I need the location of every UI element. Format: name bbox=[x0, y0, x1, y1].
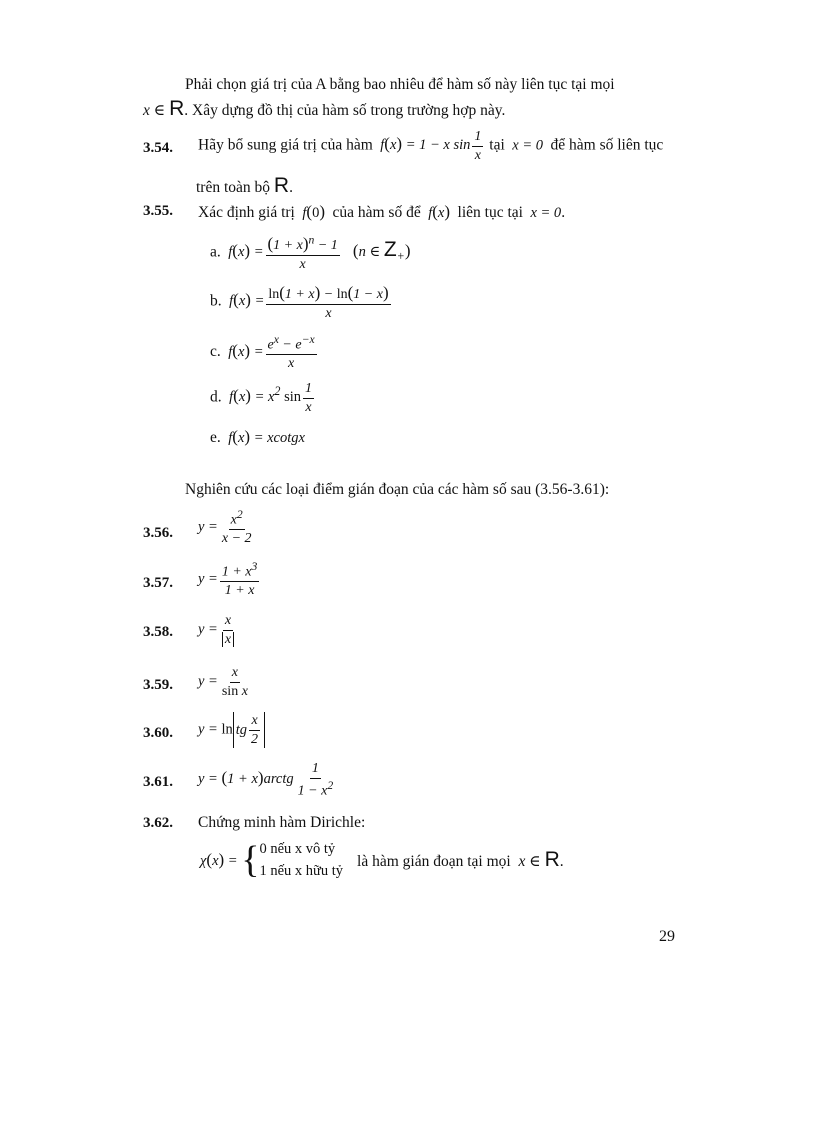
problem-3-55-line: Xác định giá trị f(0) của hàm số để f(x) liên tục tại x = 0. bbox=[198, 202, 566, 221]
problem-number-3-55: 3.55. bbox=[143, 203, 173, 219]
formula-3-60: y = ln tg $\frac{x}{2}$ bbox=[198, 712, 265, 748]
problem-3-54-line-2: trên toàn bộ R. bbox=[196, 174, 293, 197]
problem-number-3-60: 3.60. bbox=[143, 725, 173, 741]
study-instruction: Nghiên cứu các loại điểm gián đoạn của các hàm số sau (3.56-3.61): bbox=[185, 481, 610, 498]
intro-line-2: x ∈ R. Xây dựng đồ thị của hàm số trong trường hợp này. bbox=[143, 97, 506, 120]
problem-number-3-62: 3.62. bbox=[143, 815, 173, 831]
problem-number-3-59: 3.59. bbox=[143, 677, 173, 693]
problem-number-3-57: 3.57. bbox=[143, 575, 173, 591]
page-number: 29 bbox=[659, 928, 675, 945]
formula-3-59: y = $\frac{x}{\text{sin x}}$ bbox=[198, 665, 248, 699]
formula-3-54: f(x) = 1 − x sin $\frac{1}{x}$ bbox=[376, 129, 482, 163]
formula-3-56: y = $\frac{x^2}{x - 2}$ bbox=[198, 508, 252, 547]
dirichlet-case-1: 0 nếu x vô tỷ bbox=[259, 841, 336, 857]
dirichlet-case-2: 1 nếu x hữu tỷ bbox=[259, 863, 344, 879]
problem-number-3-54: 3.54. bbox=[143, 140, 173, 156]
brace: { bbox=[241, 839, 260, 881]
formula-3-61: y = (1 + x)arctg $\frac{1}{1 - x^2}$ bbox=[198, 761, 334, 799]
problem-3-54-line-1: Hãy bổ sung giá trị của hàm f(x) = 1 − x sin $\frac{1}{x}$ tại x = 0 để hàm số liên tục bbox=[198, 129, 664, 163]
item-c: c. f(x) = $\frac{e^x - e^{-x}}{x}$ bbox=[210, 333, 315, 372]
formula-3-58: y = $\frac{x}{x}$ bbox=[198, 612, 238, 648]
problem-3-62-text: Chứng minh hàm Dirichle: bbox=[198, 814, 366, 831]
intro-text-1: Phải chọn giá trị của A bằng bao nhiêu để hàm số này liên tục tại mọi bbox=[185, 76, 615, 93]
problem-number-3-61: 3.61. bbox=[143, 774, 173, 790]
dirichlet-function: χ(x) = { 0 nếu x vô tỷ 1 nếu x hữu tỷ là hàm gián đoạn tại mọi x ∈ R. bbox=[200, 839, 564, 881]
intro-text-2: . Xây dựng đồ thị của hàm số trong trường hợp này. bbox=[184, 102, 506, 119]
intro-line-1 bbox=[185, 76, 675, 94]
item-d: d. $f(x) = x^2$ sin $\frac{1}{x}$ bbox=[210, 381, 313, 415]
item-b: b. f(x) = $\frac{\ln(1 + x) - \ln(1 - x)}{x}$ bbox=[210, 283, 389, 321]
problem-number-3-58: 3.58. bbox=[143, 624, 173, 640]
item-e: e. f(x) = xcotgx bbox=[210, 427, 305, 446]
item-a: a. f(x) = $\frac{(1 + x)^n - 1}{x}$ (n ∈ $Z_+$) bbox=[210, 233, 411, 272]
problem-number-3-56: 3.56. bbox=[143, 525, 173, 541]
formula-3-57: y = $\frac{1 + x^3}{1 + x}$ bbox=[198, 560, 258, 599]
